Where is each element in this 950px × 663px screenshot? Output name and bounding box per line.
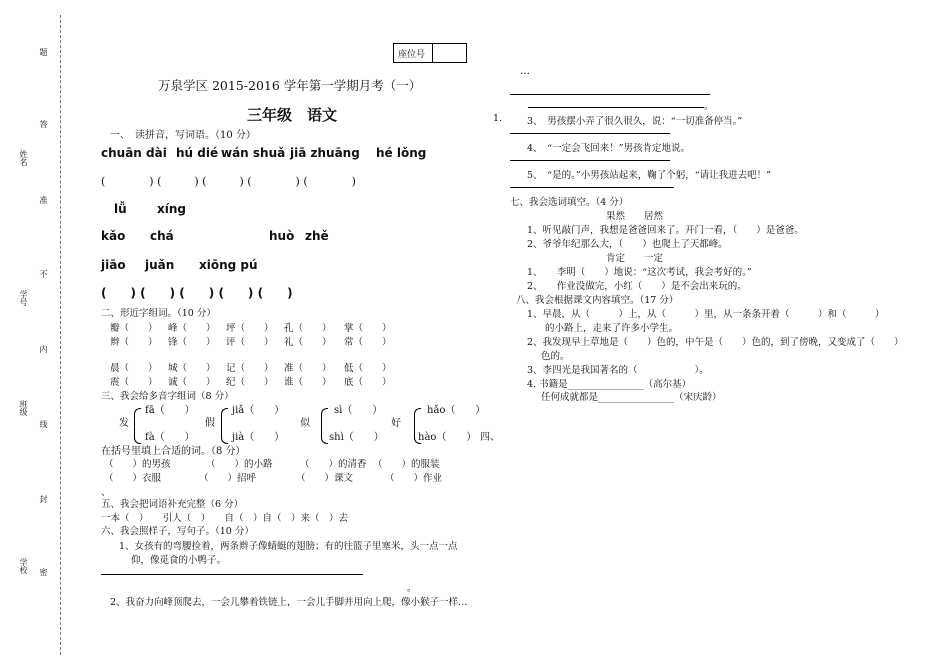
grade-subject-title: 三年级 语文	[247, 106, 338, 124]
ellipsis: …	[520, 66, 530, 77]
q2-item: 晨（ ）	[110, 363, 158, 374]
pinyin: xiōng pú	[199, 258, 258, 272]
q2-item: 常（ ）	[344, 337, 392, 348]
pinyin: huò	[269, 229, 295, 243]
pinyin: lǚ	[114, 202, 127, 216]
q4-number: 四、	[480, 432, 500, 443]
seat-number-box[interactable]	[393, 43, 467, 63]
sentence-item: 4、 “一定会飞回来！”男孩肯定地说。	[527, 143, 691, 154]
q6-sentence: 仰，像觅食的小鸭子。	[131, 555, 227, 566]
q3-heading: 三、我会给多音字组词（8 分）	[101, 391, 234, 402]
answer-parens-row: ( ) ( ) ( ) ( ) ( )	[101, 175, 356, 188]
pinyin: kǎo	[101, 229, 126, 243]
q2-item: 礼（ ）	[284, 337, 332, 348]
q5-heading: 五、我会把词语补充完整（6 分）	[101, 499, 244, 510]
q4-item: （ ）招呼	[199, 473, 257, 484]
q4-item: （ ）的男孩	[104, 459, 171, 470]
binding-line	[60, 15, 61, 655]
q2-item: 孔（ ）	[284, 323, 332, 334]
q4-item: （ ）的清香	[300, 459, 367, 470]
pinyin: wán shuǎ	[221, 146, 286, 160]
answer-line[interactable]	[510, 187, 674, 188]
q4-item: （ ）的小路	[206, 459, 273, 470]
answer-line[interactable]	[510, 133, 670, 134]
q8-item: 2、我发现早上草地是（ ）色的，中午是（ ）色的，到了傍晚，又变成了（ ）	[527, 337, 904, 348]
q2-item: 锋（ ）	[168, 337, 216, 348]
sentence-item: 5、 “是的。”小男孩站起来，鞠了个躬，“请让我进去吧！”	[527, 170, 771, 181]
pinyin: jiā zhuāng	[290, 146, 360, 160]
q7-heading: 七、我会选词填空。（4 分）	[510, 197, 629, 208]
polyphone-pinyin: jià（ ）	[232, 432, 285, 443]
q2-item: 谁（ ）	[284, 377, 332, 388]
word-choices: 肯定 一定	[606, 253, 664, 264]
binding-mark: 准	[39, 196, 48, 204]
q2-item: 诚（ ）	[168, 377, 216, 388]
polyphone-pinyin: hào（ ）	[418, 432, 477, 443]
binding-mark: 内	[39, 345, 48, 353]
q5-line: 一本（ ） 引人（ ） 自（ ）自（ ）来（ ）去	[101, 513, 349, 524]
polyphone-char: 发	[119, 418, 129, 429]
pinyin: jiāo	[101, 258, 126, 272]
sentence-item: 3、 男孩摆小弄了很久很久，说：“一切准备停当。”	[527, 116, 743, 127]
binding-mark: 线	[39, 420, 48, 428]
q8-item: 色的。	[541, 351, 570, 362]
seat-number-cell	[432, 44, 433, 62]
q8-item: 任何成就都是________________（宋庆龄）	[541, 392, 722, 403]
q7-item: 2、爷爷年纪那么大，（ ）也爬上了天都峰。	[527, 239, 728, 250]
student-id-field-label: 学号	[19, 290, 28, 306]
q4-item: （ ）作业	[385, 473, 443, 484]
seat-number-label: 座位号	[398, 50, 426, 60]
polyphone-pinyin: shì（ ）	[329, 432, 384, 443]
q2-item: 准（ ）	[284, 363, 332, 374]
binding-mark: 答	[39, 120, 48, 128]
q2-item: 瓣（ ）	[110, 323, 158, 334]
stray-mark: 、	[101, 487, 111, 498]
q2-item: 震（ ）	[110, 377, 158, 388]
pinyin: chá	[150, 229, 174, 243]
pinyin: hé lǒng	[376, 146, 427, 160]
q2-item: 纪（ ）	[226, 377, 274, 388]
q7-item: 1、听见敲门声，我想是爸爸回来了。开门一看，（ ）是爸爸。	[527, 225, 804, 236]
q7-item: 1、 李明（ ）地说：“这次考试，我会考好的。”	[527, 267, 752, 278]
q4-item: （ ）的服装	[373, 459, 440, 470]
q4-item: （ ）课文	[296, 473, 354, 484]
school-field-label: 学校	[19, 558, 28, 574]
q6-heading: 六、我会照样子，写句子。（10 分）	[101, 526, 254, 537]
binding-mark: 不	[39, 270, 48, 278]
q2-item: 辫（ ）	[110, 337, 158, 348]
pinyin: juǎn	[145, 258, 175, 272]
q2-item: 城（ ）	[168, 363, 216, 374]
q4-item: （ ）衣服	[104, 473, 162, 484]
q2-item: 记（ ）	[226, 363, 274, 374]
q2-item: 坪（ ）	[226, 323, 274, 334]
q2-item: 评（ ）	[226, 337, 274, 348]
polyphone-char: 好	[391, 418, 401, 429]
q2-item: 峰（ ）	[168, 323, 216, 334]
pinyin: hú dié	[176, 146, 219, 160]
polyphone-char: 假	[205, 418, 215, 429]
q7-item: 2、 作业没做完，小红（ ）是不会出来玩的。	[527, 281, 747, 292]
q6-sentence: 1、女孩有的弯腰捡着，两条辫子像蜻蜓的翅膀；有的往篮子里塞米，头一点一点	[119, 541, 458, 552]
binding-mark: 题	[39, 48, 48, 56]
answer-line[interactable]	[510, 160, 670, 161]
answer-line[interactable]	[510, 94, 710, 95]
q1-heading: 一、 读拼音，写词语。（10 分）	[110, 130, 256, 141]
q6-sentence: 2、我奋力向峰顶爬去，一会儿攀着铁链上，一会儿手脚并用向上爬，像小猴子一样…	[110, 597, 468, 608]
q2-heading: 二、形近字组词。（10 分）	[101, 308, 216, 319]
exam-title: 万泉学区 2015-2016 学年第一学期月考（一）	[158, 78, 422, 93]
brace-mark	[221, 408, 228, 444]
polyphone-pinyin: sì（ ）	[334, 405, 383, 416]
q4-heading: 在括号里填上合适的词。（8 分）	[101, 446, 246, 457]
polyphone-pinyin: fà（ ）	[145, 432, 195, 443]
word-choices: 果然 居然	[606, 211, 664, 222]
stray-mark: 。	[407, 583, 417, 594]
answer-line[interactable]	[528, 107, 704, 108]
q8-item: 4. 书籍是________________（高尔基）	[527, 379, 692, 390]
polyphone-pinyin: jiǎ（ ）	[232, 405, 285, 416]
q2-item: 底（ ）	[344, 377, 392, 388]
q8-item: 3、李四光是我国著名的（ ）。	[527, 365, 709, 376]
pinyin: chuān dài	[101, 146, 167, 160]
q2-item: 掌（ ）	[344, 323, 392, 334]
class-field-label: 班级	[19, 400, 28, 416]
pinyin: xíng	[157, 202, 186, 216]
polyphone-pinyin: hǎo（ ）	[427, 405, 486, 416]
list-number: 1.	[493, 113, 503, 124]
polyphone-char: 似	[300, 418, 310, 429]
brace-mark	[134, 408, 141, 444]
binding-mark: 封	[39, 495, 48, 503]
polyphone-pinyin: fā（ ）	[145, 405, 195, 416]
pinyin: zhě	[305, 229, 329, 243]
brace-mark	[321, 408, 328, 444]
q8-heading: 八、我会根据课文内容填空。（17 分）	[516, 295, 679, 306]
q8-item: 的小路上，走来了许多小学生。	[545, 323, 679, 334]
period: 。	[704, 101, 714, 112]
answer-line[interactable]	[101, 574, 363, 575]
binding-mark: 密	[39, 568, 48, 576]
name-field-label: 姓名	[19, 150, 28, 166]
q2-item: 低（ ）	[344, 363, 392, 374]
q8-item: 1、早晨，从（ ）上，从（ ）里，从一条条开着（ ）和（ ）	[527, 309, 885, 320]
answer-parens-row: ( ) ( ) ( ) ( ) ( )	[101, 286, 293, 300]
